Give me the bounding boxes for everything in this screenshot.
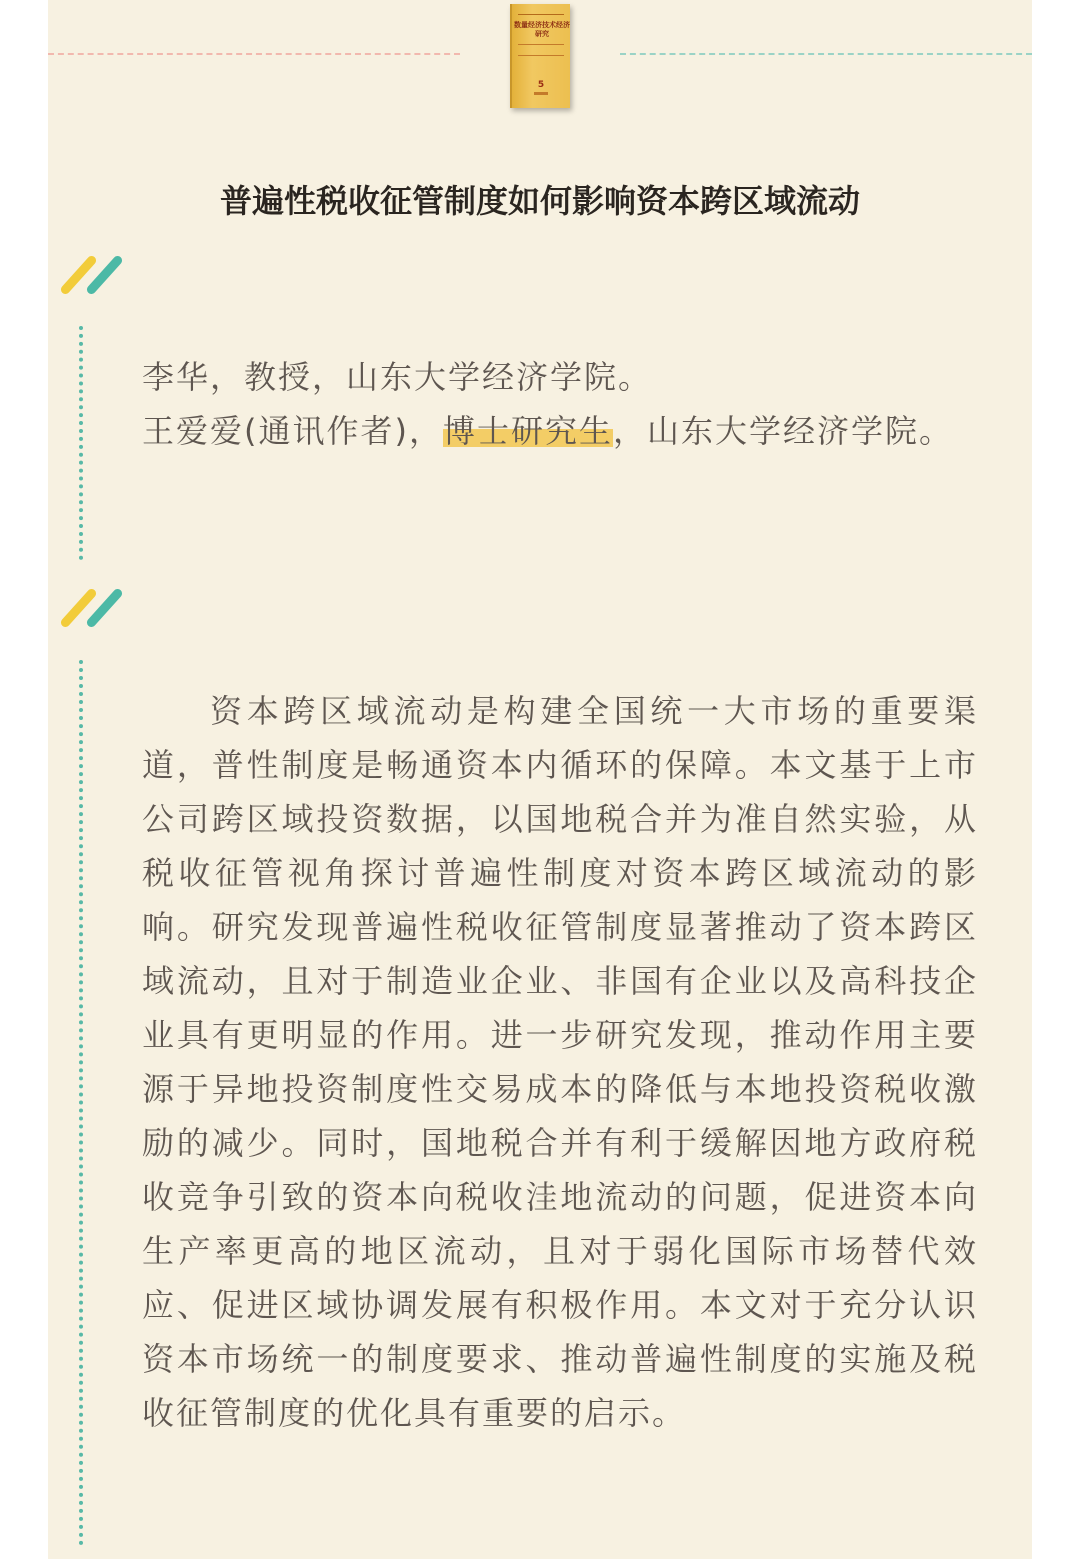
highlighted-degree: 博士研究生 — [442, 412, 613, 450]
cover-issue-number: 5 — [537, 80, 545, 90]
decorative-dashed-line-right — [620, 53, 1032, 55]
decorative-dashed-line-left — [48, 53, 460, 55]
author-line-2 — [142, 404, 978, 458]
cover-rule-block — [518, 44, 564, 56]
dotted-vertical-line — [79, 326, 83, 560]
abstract-paragraph: 资本跨区域流动是构建全国统一大市场的重要渠道，普性制度是畅通资本内循环的保障。本文基于上市公司跨区域投资数据，以国地税合并为准自然实验，从税收征管视角探讨普遍性制度对资本跨区域流动的影响。研究发现普遍性税收征管制度显著推动了资本跨区域流动，且对于制造业企业、非国有企业以及高科技企业具有更明显的作用。进一步研究发现，推动作用主要源于异地投资制度性交易成本的降低与本地投资税收激励的减少。同时，国地税合并有利于缓解因地方政府税收竞争引致的资本向税收洼地流动的问题，促进资本向生产率更高的地区流动，且对于弱化国际市场替代效应、促进区域协调发展有积极作用。本文对于充分认识资本市场统一的制度要求、推动普遍性制度的实施及税收征管制度的优化具有重要的启示。 — [142, 692, 978, 1432]
article-page — [48, 0, 1032, 1559]
cover-rule — [518, 14, 564, 15]
cover-title: 数量经济技术经济研究 — [514, 20, 570, 38]
dotted-vertical-line — [79, 660, 83, 1546]
author-name: 王爱爱(通讯作者)， — [142, 412, 443, 450]
cover-year-mark — [512, 92, 570, 95]
journal-cover-image — [510, 4, 570, 108]
author-info — [142, 350, 978, 458]
author-affiliation: ，山东大学经济学院。 — [613, 412, 954, 450]
article-title: 普遍性税收征管制度如何影响资本跨区域流动 — [219, 182, 860, 220]
author-line-1: 李华，教授，山东大学经济学院。 — [142, 358, 653, 396]
